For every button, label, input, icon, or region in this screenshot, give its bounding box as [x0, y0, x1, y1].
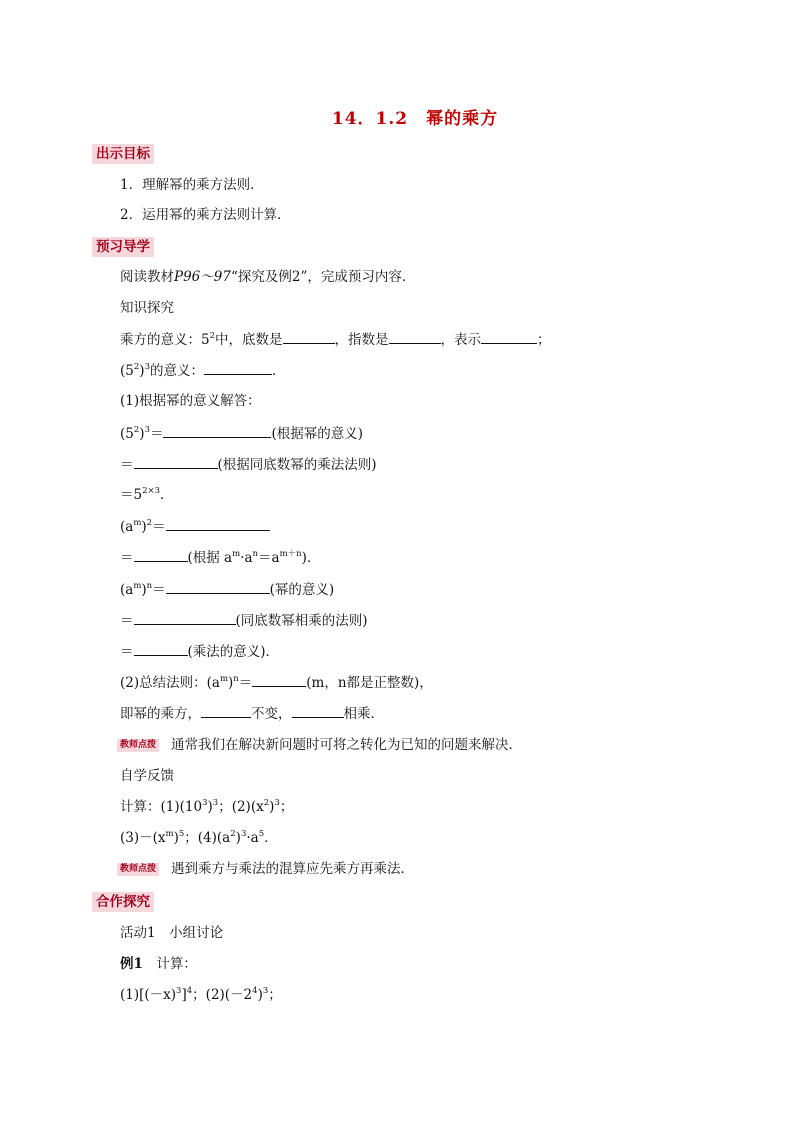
section-tag-cooperate: 合作探究: [92, 892, 154, 912]
goal-item: 1．理解幂的乘方法则．: [120, 177, 264, 193]
rule-line: 即幂的乘方， 不变， 相乘．: [120, 706, 384, 722]
blank-q1-1[interactable]: [163, 424, 271, 438]
amn-line-2: ＝ (同底数幂相乘的法则): [120, 613, 368, 629]
blank-exponent[interactable]: [389, 330, 441, 344]
blank-rule-multiply[interactable]: [292, 704, 344, 718]
blank-meaning[interactable]: [204, 361, 272, 375]
section-tag-preview: 预习导学: [92, 237, 154, 257]
blank-q1-2[interactable]: [134, 455, 218, 469]
blank-base[interactable]: [283, 330, 335, 344]
blank-amn-3[interactable]: [134, 642, 188, 656]
blank-am2-2[interactable]: [134, 548, 188, 562]
question-2: (2)总结法则：$(a^m)^n= (m$，n都是正整数)，: [120, 674, 433, 691]
blank-represents[interactable]: [481, 330, 537, 344]
knowledge-heading: 知识探究: [120, 300, 174, 316]
blank-am2-1[interactable]: [166, 517, 270, 531]
amn-line-1: $(a^m)^n=$ (幂的意义): [120, 581, 335, 598]
example-problems: $(1)[(-x)^3]^4$；$(2)(-2^4)^3$；: [120, 986, 282, 1003]
blank-rule-unchanged[interactable]: [201, 704, 251, 718]
teacher-tip-1: 教师点拨 通常我们在解决新问题时可将之转化为已知的问题来解决．: [120, 736, 754, 754]
reading-instruction: 阅读教材P96～97“探究及例2”，完成预习内容．: [120, 269, 416, 285]
q1-line-1: $(5^2)^3=$ (根据幂的意义): [120, 425, 364, 442]
question-1: (1)根据幂的意义解答：: [120, 393, 261, 409]
page-title: 14．1.2 幂的乘方: [331, 109, 499, 129]
example-heading: 例1 计算：: [120, 956, 197, 972]
teacher-badge: 教师点拨: [117, 863, 159, 876]
calc-line-2: $(3)-(x^m)^5$；$(4)(a^2)^3\cdot a^5$．: [120, 829, 278, 846]
amn-line-3: ＝ (乘法的意义)．: [120, 644, 280, 660]
power-meaning-line: 乘方的意义：$5^2$中，底数是 ，指数是 ，表示 ；: [120, 331, 551, 348]
calc-line-1: 计算：$(1)(10^3)^3$；$(2)(x^2)^3$；: [120, 798, 294, 815]
q1-line-3: $=5^{2\times 3}$．: [120, 486, 174, 503]
activity-heading: 活动1 小组讨论: [120, 925, 224, 941]
teacher-tip-2: 教师点拨 遇到乘方与乘法的混算应先乘方再乘法．: [120, 860, 754, 878]
meaning2-line: $(5^2)^3$的意义： ．: [120, 362, 286, 379]
teacher-badge: 教师点拨: [117, 739, 159, 752]
blank-amn-2[interactable]: [134, 611, 236, 625]
q1-line-2: ＝ (根据同底数幂的乘法法则): [120, 457, 377, 473]
section-tag-goals: 出示目标: [92, 144, 154, 164]
blank-amn-1[interactable]: [166, 580, 270, 594]
am2-line-2: ＝ (根据 $a^m\cdot a^n=a^{m+n}$)．: [120, 549, 321, 566]
feedback-heading: 自学反馈: [120, 768, 174, 784]
am2-line-1: $(a^m)^2=$: [120, 517, 754, 536]
blank-rule[interactable]: [252, 673, 306, 687]
goal-item: 2．运用幂的乘方法则计算．: [120, 207, 291, 223]
